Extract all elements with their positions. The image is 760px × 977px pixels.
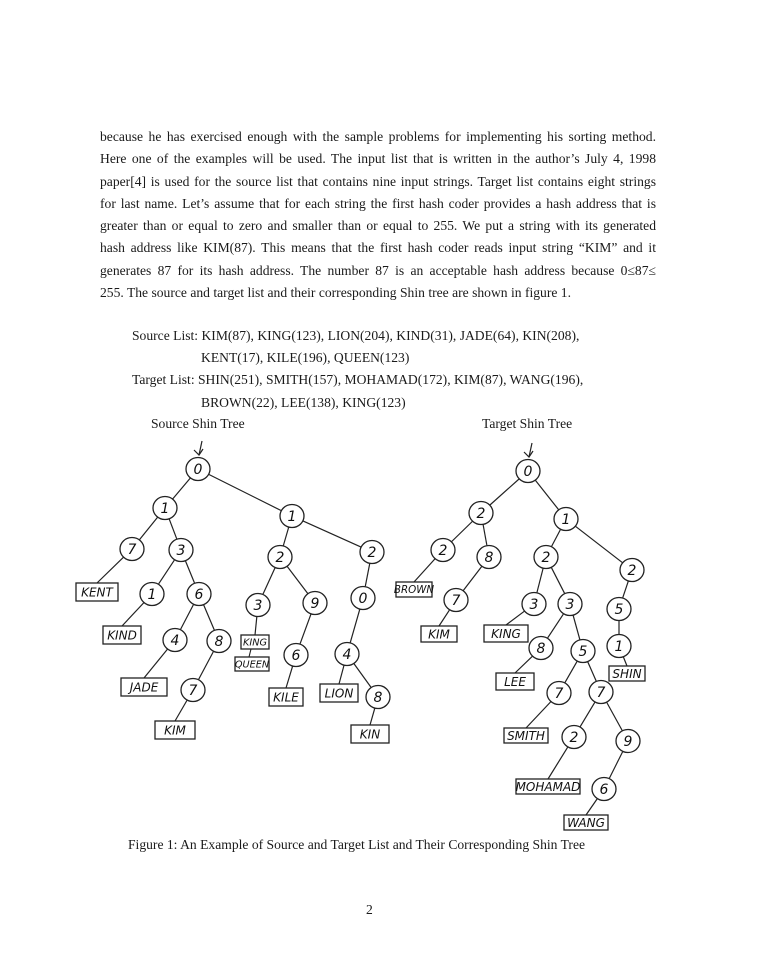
source-tree-node <box>351 587 375 610</box>
tree-edge <box>365 564 369 586</box>
source-tree-node <box>360 541 384 564</box>
source-tree-leaf <box>235 657 269 671</box>
target-tree-node-label: 1 <box>614 639 624 655</box>
target-tree-node <box>558 593 582 616</box>
source-tree-node-label: 7 <box>127 542 137 558</box>
source-tree-title: Source Shin Tree <box>151 416 245 431</box>
tree-edge <box>350 610 359 643</box>
source-tree-leaf-label: JADE <box>129 680 159 695</box>
source-tree-leaf-label: KILE <box>273 690 299 705</box>
target-tree-node <box>607 635 631 658</box>
figure-caption: Figure 1: An Example of Source and Target List and Their Corresponding Shin Tree <box>128 837 586 852</box>
paragraph-line: because he has exercised enough with the sample problems for implementing his sorting method. <box>100 129 656 144</box>
source-tree-leaf-label: KIN <box>359 727 381 742</box>
target-tree-leaf-label: WANG <box>567 815 605 830</box>
tree-edge <box>339 666 344 684</box>
source-tree-node <box>303 592 327 615</box>
target-tree-title: Target Shin Tree <box>482 416 573 431</box>
source-tree-node-label: 3 <box>253 598 263 614</box>
target-tree-node-label: 5 <box>614 602 624 618</box>
target-tree-leaf-label: SMITH <box>507 728 545 743</box>
king-queen-connector <box>249 649 251 657</box>
tree-edge <box>548 614 564 638</box>
target-tree-leaf <box>484 625 528 642</box>
source-tree-node-label: 1 <box>287 509 297 525</box>
source-tree-node <box>186 458 210 481</box>
tree-edge <box>552 530 561 547</box>
target-tree-node-label: 3 <box>565 597 575 613</box>
target-tree-node <box>431 539 455 562</box>
tree-edge <box>623 657 627 666</box>
target-tree-node <box>534 546 558 569</box>
target-tree-leaf-label: SHIN <box>612 666 642 681</box>
target-tree-node <box>616 730 640 753</box>
source-tree-node-label: 7 <box>188 683 198 699</box>
source-tree-node-label: 2 <box>275 550 285 566</box>
target-tree-node <box>607 598 631 621</box>
tree-edge <box>209 474 282 510</box>
target-tree-node <box>477 546 501 569</box>
target-tree-node <box>562 726 586 749</box>
source-tree-node-label: 4 <box>170 633 180 649</box>
tree-edge <box>483 525 487 545</box>
source-tree-leaf-label: QUEEN <box>234 659 270 671</box>
target-tree-leaf <box>504 728 548 743</box>
source-tree-node-label: 6 <box>291 648 301 664</box>
tree-edge <box>623 581 628 597</box>
target-tree-node <box>547 682 571 705</box>
paragraph-line: 255. The source and target list and their corresponding Shin tree are shown in figure 1. <box>100 285 572 301</box>
target-tree-leaf-label: BROWN <box>393 584 435 597</box>
tree-edge <box>97 557 123 583</box>
source-tree-leaf-label: LION <box>324 686 354 701</box>
source-tree-node-label: 1 <box>147 587 157 603</box>
target-tree-node-label: 9 <box>623 734 633 750</box>
target-tree-node <box>592 778 616 801</box>
source-tree-leaf <box>269 688 303 706</box>
target-tree-leaf-label: KING <box>491 626 521 641</box>
target-tree-node <box>516 460 540 483</box>
target-tree-leaf <box>516 779 581 794</box>
source-list-line-1: Source List: KIM(87), KING(123), LION(204), KIND(31), JADE(64), KIN(208), <box>132 328 580 343</box>
source-tree-node-label: 0 <box>193 462 203 478</box>
tree-edge <box>122 603 144 626</box>
target-tree-node-label: 7 <box>451 593 461 609</box>
source-list-line-2: KENT(17), KILE(196), QUEEN(123) <box>201 350 410 366</box>
paragraph-line: Here one of the examples will be used. The input list that is written in the author’s July 4, 1998 <box>100 151 656 167</box>
tree-edge <box>463 567 481 591</box>
tree-edge <box>452 521 473 541</box>
target-tree-node <box>529 637 553 660</box>
target-tree-node <box>620 559 644 582</box>
source-tree-node <box>181 679 205 702</box>
tree-edge <box>526 702 551 728</box>
target-tree-node <box>571 640 595 663</box>
target-tree-node <box>522 593 546 616</box>
source-tree-leaf <box>351 725 389 743</box>
page-number: 2 <box>366 902 373 917</box>
target-tree-leaf-label: LEE <box>504 674 526 689</box>
target-tree-node <box>444 589 468 612</box>
tree-edge <box>255 617 257 635</box>
target-tree-leaf <box>394 582 435 597</box>
source-tree-node-label: 2 <box>367 545 377 561</box>
source-tree-node <box>187 583 211 606</box>
target-tree-node <box>554 508 578 531</box>
target-list-line-1: Target List: SHIN(251), SMITH(157), MOHAMAD(172), KIM(87), WANG(196), <box>132 372 584 388</box>
source-tree-leaf-label: KING <box>243 637 267 649</box>
paragraph-line: greater than or equal to zero and smaller than or equal to 255. We put a string with its generated <box>100 218 656 234</box>
target-tree-node-label: 1 <box>561 512 571 528</box>
target-tree-node-label: 2 <box>569 730 579 746</box>
source-tree-node <box>335 643 359 666</box>
target-tree-node-label: 5 <box>578 644 588 660</box>
target-tree-node-label: 2 <box>541 550 551 566</box>
tree-edge <box>607 703 622 731</box>
tree-edge <box>535 480 558 509</box>
source-tree-node <box>366 686 390 709</box>
source-tree-node-label: 8 <box>214 634 224 650</box>
tree-edge <box>515 656 532 673</box>
tree-edge <box>144 649 167 678</box>
source-tree-node-label: 1 <box>160 501 170 517</box>
target-tree-leaf-label: MOHAMAD <box>515 779 581 794</box>
target-tree-node-label: 0 <box>523 464 533 480</box>
tree-edge <box>551 568 564 594</box>
tree-edge <box>537 569 543 593</box>
tree-edge <box>169 519 176 539</box>
source-root-arrow <box>194 441 203 455</box>
tree-edge <box>575 526 622 562</box>
source-tree-node-label: 9 <box>310 596 320 612</box>
target-tree-node-label: 6 <box>599 782 609 798</box>
target-tree-leaf <box>609 666 645 681</box>
tree-edge <box>439 610 449 626</box>
target-tree-node-label: 8 <box>536 641 546 657</box>
tree-edge <box>204 605 215 630</box>
source-tree-leaf-label: KIND <box>107 628 137 643</box>
tree-edge <box>286 666 293 688</box>
target-tree-node-label: 7 <box>554 686 564 702</box>
target-tree-leaf <box>564 815 608 830</box>
tree-edge <box>181 605 194 630</box>
tree-edge <box>565 661 577 682</box>
source-tree-leaf <box>155 721 195 739</box>
tree-edge <box>303 521 361 547</box>
source-tree-leaf-label: KENT <box>81 585 113 600</box>
source-tree-node-label: 0 <box>358 591 368 607</box>
tree-edge <box>287 567 307 594</box>
target-tree-node-label: 2 <box>438 543 448 559</box>
source-tree-node-label: 3 <box>176 543 186 559</box>
source-tree-node <box>163 629 187 652</box>
source-tree-node-label: 6 <box>194 587 204 603</box>
target-tree-node-label: 3 <box>529 597 539 613</box>
tree-edge <box>588 662 596 681</box>
tree-edge <box>573 616 580 640</box>
tree-edge <box>506 611 524 625</box>
tree-edge <box>609 752 622 779</box>
tree-edge <box>283 528 288 546</box>
tree-edge <box>490 479 519 505</box>
target-tree-leaf <box>496 673 534 690</box>
source-tree-node <box>246 594 270 617</box>
paragraph-line: generates 87 for its hash address. The number 87 is an acceptable hash address because 0≤87≤ <box>100 262 656 278</box>
target-list-line-2: BROWN(22), LEE(138), KING(123) <box>201 394 406 410</box>
source-tree-node <box>140 583 164 606</box>
paragraph-line: hash address like KIM(87). This means that the first hash coder reads input string “KIM” and it <box>100 240 656 256</box>
source-tree-leaf <box>76 583 118 601</box>
tree-edge <box>370 709 375 725</box>
target-root-arrow <box>524 443 533 457</box>
target-tree-node <box>589 681 613 704</box>
source-tree-node <box>169 539 193 562</box>
source-tree-node <box>207 630 231 653</box>
source-tree-node <box>280 505 304 528</box>
target-tree-node <box>469 502 493 525</box>
tree-edge <box>580 702 595 726</box>
tree-edge <box>414 559 435 582</box>
tree-edge <box>173 478 190 499</box>
target-tree-node-label: 2 <box>476 506 486 522</box>
source-tree-leaf <box>320 684 358 702</box>
paragraph-line: paper[4] is used for the source list that contains nine input strings. Target list contains eight strings <box>100 173 656 189</box>
tree-edge <box>586 799 597 815</box>
tree-edge <box>140 517 158 539</box>
tree-edge <box>199 652 214 680</box>
target-tree-node-label: 2 <box>627 563 637 579</box>
source-tree-node-label: 4 <box>342 647 352 663</box>
tree-edge <box>186 561 195 583</box>
target-tree-leaf <box>421 626 457 642</box>
tree-edge <box>548 747 568 779</box>
source-tree-leaf <box>121 678 167 696</box>
tree-edge <box>300 614 311 643</box>
tree-edge <box>175 700 187 721</box>
tree-edge <box>263 568 275 594</box>
source-tree-node <box>153 497 177 520</box>
source-tree-leaf <box>103 626 141 644</box>
source-tree-node <box>284 644 308 667</box>
target-tree-node-label: 8 <box>484 550 494 566</box>
source-tree-node-label: 8 <box>373 690 383 706</box>
source-tree-leaf-label: KIM <box>164 723 186 738</box>
paragraph-line: for last name. Let’s assume that for each string the first hash coder provides a hash address that is <box>100 195 656 211</box>
source-tree-leaf <box>241 635 269 649</box>
target-tree-leaf-label: KIM <box>428 627 450 642</box>
target-tree-node-label: 7 <box>596 685 606 701</box>
source-tree-node <box>120 538 144 561</box>
source-tree-node <box>268 546 292 569</box>
tree-edge <box>159 560 175 584</box>
